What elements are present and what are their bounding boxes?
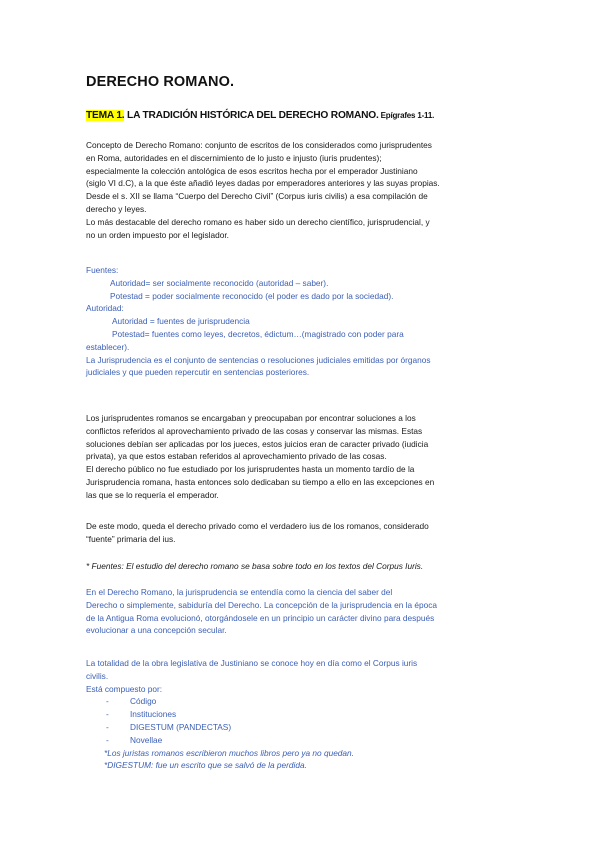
list-item-text: Instituciones — [130, 709, 177, 720]
autoridad-heading: Autoridad: — [86, 303, 124, 314]
list-item-text: Novellae — [130, 734, 163, 745]
fuentes-note — [86, 560, 526, 573]
text-line: Concepto de Derecho Romano: conjunto de escritos de los considerados como jurisprudentes — [86, 140, 432, 150]
text-line: especialmente la colección antológica de esos escritos hecha por el emperador Justiniano — [86, 165, 418, 176]
text-line: De este modo, queda el derecho privado como el verdadero ius de los romanos, considerado — [86, 521, 429, 531]
dash-bullet: - — [106, 734, 109, 745]
text-line: conflictos referidos al aprovechamiento privado de las cosas y conservar las mismas. Estas — [86, 425, 423, 436]
document-title: DERECHO ROMANO. — [86, 74, 235, 90]
text-line: en Roma, autoridades en el discernimiento de lo justo e injusto (iuris prudentes); — [86, 152, 382, 163]
jurisprudentes-paragraph — [86, 412, 526, 502]
text-line: Jurisprudencia romana, hasta entonces solo dedicaban su tiempo a ello en las excepciones en — [86, 476, 435, 487]
autoridad-item: Autoridad = fuentes de jurisprudencia — [112, 316, 250, 327]
text-line: En el Derecho Romano, la jurisprudencia se entendía como la ciencia del saber del — [86, 587, 393, 597]
intro-paragraph — [86, 139, 526, 241]
text-line: La totalidad de la obra legislativa de Justiniano se conoce hoy en día como el Corpus iuris — [86, 658, 418, 668]
list-item-text: Código — [130, 696, 157, 707]
list-item-text: DIGESTUM (PANDECTAS) — [130, 721, 232, 732]
text-line: no un orden impuesto por el legislador. — [86, 229, 229, 240]
text-line: El derecho público no fue estudiado por los jurisprudentes hasta un momento tardío de la — [86, 464, 415, 475]
text-line: judiciales y que pueden repercutir en sentencias posteriores. — [86, 367, 310, 378]
text-line: derecho y leyes. — [86, 203, 147, 214]
list-item — [86, 695, 526, 708]
text-line: Desde el s. XII se llama “Cuerpo del Derecho Civil” (Corpus iuris civilis) a esa compilación de — [86, 191, 428, 202]
text-line: de la Antigua Roma evolucionó, otorgándosele en un principio un carácter divino para después — [86, 612, 435, 623]
dash-bullet: - — [106, 721, 109, 732]
corpus-note: *DIGESTUM: fue un escrito que se salvó de la perdida. — [104, 760, 307, 771]
tema-epigrafes: Epígrafes 1-11. — [378, 111, 435, 120]
corpus-section — [86, 657, 526, 772]
list-item — [86, 734, 526, 747]
list-item — [86, 721, 526, 734]
tema-label: TEMA 1. — [86, 110, 125, 121]
fuentes-item: Autoridad= ser socialmente reconocido (autoridad – saber). — [110, 277, 329, 288]
modo-paragraph — [86, 520, 526, 546]
corpus-note: *Los juristas romanos escribieron muchos libros pero ya no quedan. — [104, 747, 354, 758]
text-line: Derecho o simplemente, sabiduría del Derecho. La concepción de la jurisprudencia en la época — [86, 599, 437, 610]
fuentes-item: Potestad = poder socialmente reconocido (el poder es dado por la sociedad). — [110, 290, 394, 301]
text-line: establecer). — [86, 341, 130, 352]
text-line: soluciones debían ser aplicadas por los jueces, estos juicios eran de caracter privado (iudicia — [86, 438, 429, 449]
concepcion-paragraph — [86, 586, 526, 637]
fuentes-heading: Fuentes: — [86, 265, 119, 275]
list-item — [86, 708, 526, 721]
text-line: civilis. — [86, 670, 109, 681]
tema-heading — [86, 110, 434, 121]
text-line: evolucionar a una concepción secular. — [86, 625, 227, 636]
tema-title: LA TRADICIÓN HISTÓRICA DEL DERECHO ROMANO. — [124, 110, 379, 121]
compuesto-label: Está compuesto por: — [86, 683, 163, 694]
fuentes-section — [86, 264, 526, 379]
autoridad-item: Potestad= fuentes como leyes, decretos, édictum…(magistrado con poder para — [112, 328, 404, 339]
dash-bullet: - — [106, 709, 109, 720]
text-line: Lo más destacable del derecho romano es haber sido un derecho científico, jurisprudencial, y — [86, 216, 430, 227]
dash-bullet: - — [106, 696, 109, 707]
text-line: “fuente” primaria del ius. — [86, 533, 176, 544]
text-line: las que se lo requería el emperador. — [86, 489, 219, 500]
text-line: privata), ya que estos estaban referidos al aprovechamiento privado de las cosas. — [86, 451, 387, 462]
text-line: Los jurisprudentes romanos se encargaban y preocupaban por encontrar soluciones a los — [86, 413, 416, 423]
text-line: La Jurisprudencia es el conjunto de sentencias o resoluciones judiciales emitidas por órganos — [86, 354, 431, 365]
text-line: * Fuentes: El estudio del derecho romano se basa sobre todo en los textos del Corpus Iuris. — [86, 561, 424, 571]
text-line: (siglo VI d.C), a la que éste añadió leyes dadas por emperadores anteriores y las suyas propias. — [86, 178, 440, 189]
